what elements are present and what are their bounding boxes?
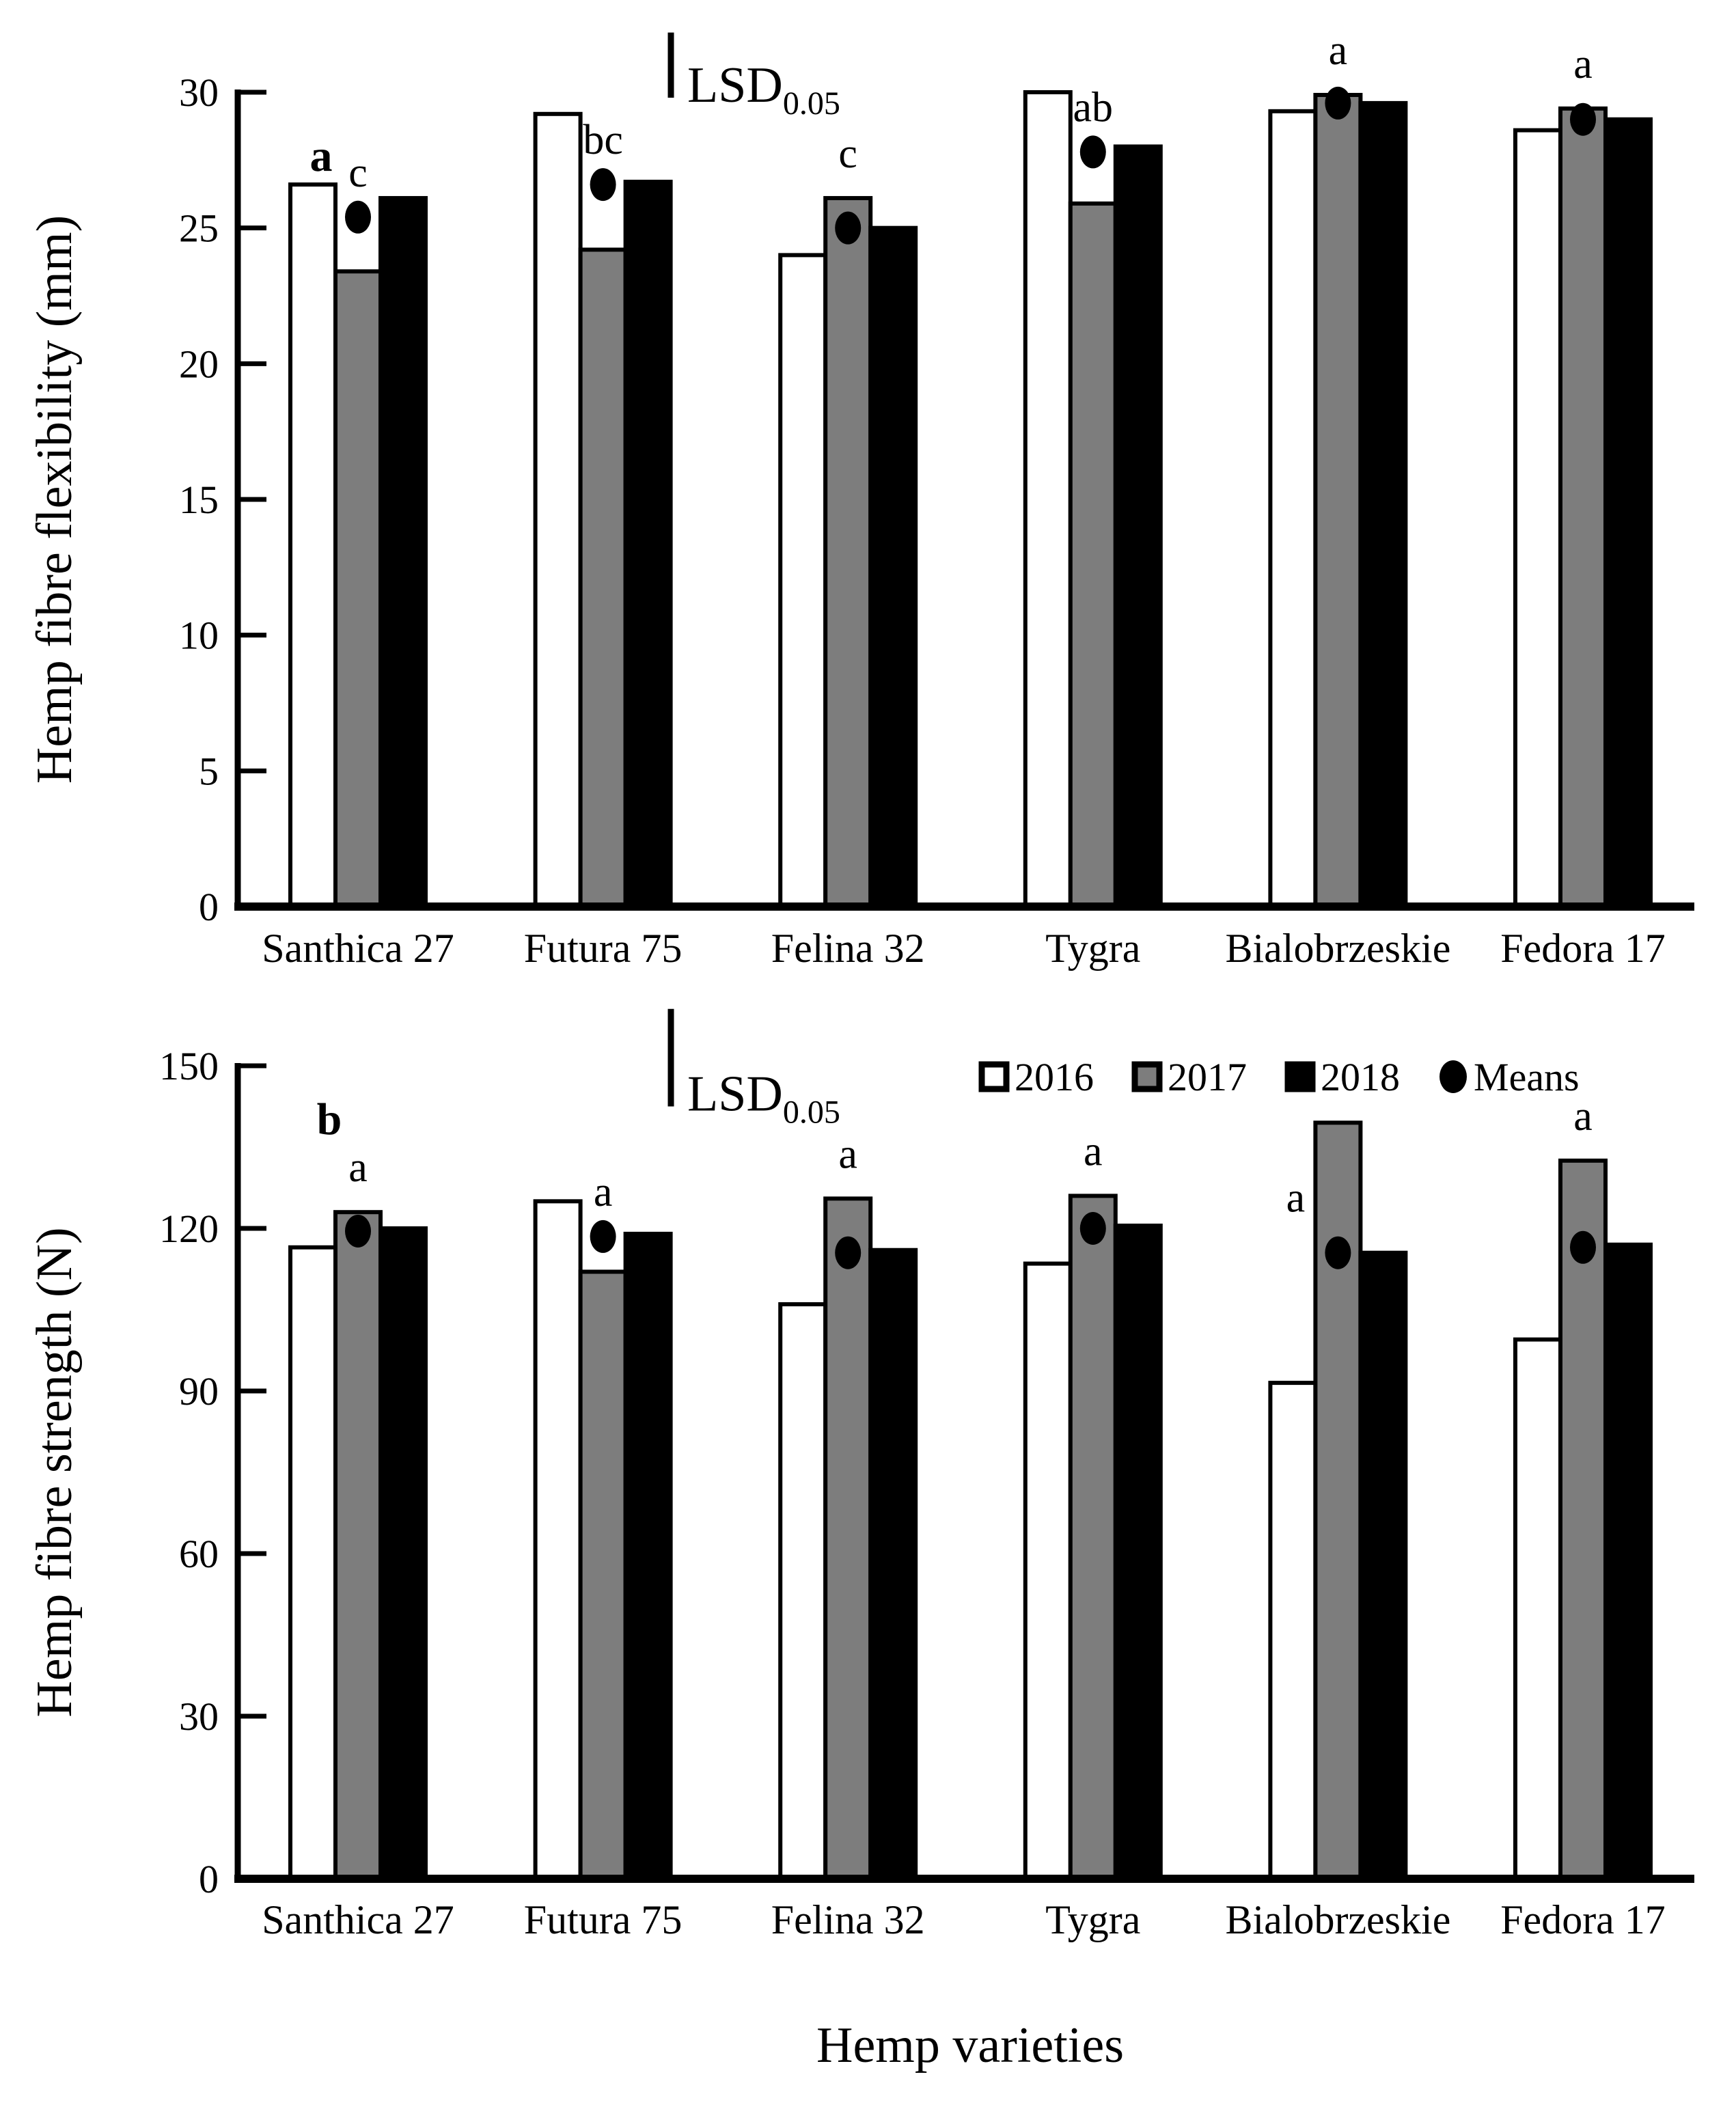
panel-b-means-dot-santhica-27 (345, 1215, 371, 1248)
panel-b-y-tick-label-60: 60 (179, 1532, 219, 1576)
panel-b-means-dot-tygra (1080, 1212, 1106, 1245)
panel-a-bar-2016-bialobrzeskie (1270, 111, 1315, 907)
panel-a-means-dot-futura-75 (590, 168, 616, 201)
panel-a-sig-letter-felina-32: c (838, 130, 857, 177)
panel-b-sig-letter-felina-32: a (838, 1131, 857, 1178)
panel-b-y-tick-label-150: 150 (159, 1044, 219, 1088)
panel-a-means-dot-fedora-17 (1570, 103, 1596, 136)
x-axis-title: Hemp varieties (816, 2017, 1124, 2073)
legend-swatch-2018 (1288, 1064, 1312, 1089)
panel-b-y-tick-label-90: 90 (179, 1369, 219, 1414)
panel-a-y-tick-label-15: 15 (179, 478, 219, 522)
panel-a-category-label-felina-32: Felina 32 (771, 926, 925, 971)
panel-a-bar-2017-tygra (1071, 204, 1116, 907)
panel-b-means-dot-fedora-17 (1570, 1231, 1596, 1264)
panel-a-bar-2017-futura-75 (581, 249, 626, 907)
panel-a-means-dot-bialobrzeskie (1325, 87, 1351, 120)
panel-a-y-tick-label-0: 0 (199, 885, 219, 929)
panel-b-panel-letter: b (316, 1094, 342, 1144)
panel-b-bar-2018-felina-32 (870, 1250, 915, 1879)
legend-swatch-2016 (982, 1064, 1006, 1089)
panel-b-category-label-bialobrzeskie: Bialobrzeskie (1225, 1897, 1451, 1942)
legend-swatch-2017 (1135, 1064, 1159, 1089)
panel-b-category-label-santhica-27: Santhica 27 (262, 1897, 454, 1942)
panel-b-means-dot-futura-75 (590, 1220, 616, 1253)
panel-b-lsd-label: $LSD_{0.05}$ (687, 1066, 840, 1131)
legend-label-means: Means (1474, 1055, 1580, 1099)
panel-a-category-label-fedora-17: Fedora 17 (1500, 926, 1666, 971)
panel-b-category-label-felina-32: Felina 32 (771, 1897, 925, 1942)
panel-b-category-label-futura-75: Futura 75 (523, 1897, 683, 1942)
panel-a-bar-2017-felina-32 (825, 198, 870, 907)
panel-b-y-axis-title: Hemp fibre strength (N) (27, 1227, 83, 1718)
panel-a-bar-2018-bialobrzeskie (1360, 103, 1405, 907)
legend-label-2016: 2016 (1015, 1055, 1094, 1099)
panel-b-bar-2016-futura-75 (536, 1201, 581, 1879)
panel-a-bar-2016-felina-32 (780, 255, 825, 907)
panel-a-bar-2017-santhica-27 (335, 271, 381, 907)
panel-a-bar-2016-tygra (1025, 92, 1071, 907)
panel-b-category-label-fedora-17: Fedora 17 (1500, 1897, 1666, 1942)
panel-b-means-dot-felina-32 (835, 1237, 861, 1269)
panel-b-bar-2017-fedora-17 (1560, 1161, 1606, 1879)
panel-a-bar-2017-fedora-17 (1560, 109, 1606, 907)
panel-b-bar-2017-bialobrzeskie (1315, 1122, 1360, 1879)
panel-a-bar-2016-fedora-17 (1515, 130, 1560, 907)
panel-b-y-tick-label-30: 30 (179, 1694, 219, 1739)
panel-b-bar-2018-fedora-17 (1606, 1245, 1651, 1879)
panel-b-bar-2016-bialobrzeskie (1270, 1383, 1315, 1879)
panel-b-bar-2018-tygra (1116, 1226, 1161, 1879)
panel-a-category-label-futura-75: Futura 75 (523, 926, 683, 971)
panel-b-y-tick-label-120: 120 (159, 1207, 219, 1251)
panel-a-category-label-bialobrzeskie: Bialobrzeskie (1225, 926, 1451, 971)
panel-a-bar-2017-bialobrzeskie (1315, 95, 1360, 907)
panel-a-bar-2018-felina-32 (870, 228, 915, 907)
panel-a-means-dot-tygra (1080, 135, 1106, 168)
panel-b-bar-2016-felina-32 (780, 1304, 825, 1879)
panel-a-means-dot-santhica-27 (345, 201, 371, 234)
panel-a-sig-letter-santhica-27: c (348, 149, 368, 196)
panel-b-bar-2018-bialobrzeskie (1360, 1253, 1405, 1879)
panel-b-bar-2016-fedora-17 (1515, 1340, 1560, 1879)
panel-a-panel-letter: a (309, 131, 333, 181)
panel-b-sig-letter-bialobrzeskie: a (1286, 1174, 1306, 1222)
panel-a-y-tick-label-20: 20 (179, 342, 219, 387)
panel-b-bar-2017-tygra (1071, 1196, 1116, 1879)
panel-b-bar-2017-santhica-27 (335, 1212, 381, 1879)
panel-a-sig-letter-fedora-17: a (1573, 40, 1593, 87)
panel-b-y-tick-label-0: 0 (199, 1857, 219, 1901)
legend-label-2017: 2017 (1168, 1055, 1247, 1099)
panel-a-y-axis-title: Hemp fibre flexibility (mm) (27, 215, 83, 784)
panel-a-y-tick-label-30: 30 (179, 70, 219, 115)
panel-a-lsd-label: $LSD_{0.05}$ (687, 57, 840, 122)
panel-b-bar-2016-santhica-27 (290, 1248, 335, 1879)
panel-a-bar-2016-futura-75 (536, 114, 581, 907)
panel-a-bar-2018-santhica-27 (381, 198, 426, 907)
panel-b-bar-2018-futura-75 (626, 1234, 671, 1879)
panel-a-means-dot-felina-32 (835, 212, 861, 245)
panel-a-bar-2018-futura-75 (626, 182, 671, 907)
panel-a-sig-letter-tygra: ab (1073, 84, 1114, 131)
legend-swatch-means (1439, 1060, 1467, 1093)
panel-b-bar-2017-felina-32 (825, 1198, 870, 1879)
panel-a-sig-letter-futura-75: bc (583, 117, 623, 164)
legend-label-2018: 2018 (1321, 1055, 1400, 1099)
panel-a-bar-2018-tygra (1116, 146, 1161, 907)
panel-b-bar-2016-tygra (1025, 1264, 1071, 1879)
panel-b-bar-2017-futura-75 (581, 1271, 626, 1879)
panel-a-y-tick-label-10: 10 (179, 613, 219, 658)
panel-b-means-dot-bialobrzeskie (1325, 1237, 1351, 1269)
panel-a-bar-2018-fedora-17 (1606, 120, 1651, 907)
panel-a-sig-letter-bialobrzeskie: a (1328, 27, 1348, 74)
panel-a-bar-2016-santhica-27 (290, 184, 335, 907)
panel-b-sig-letter-santhica-27: a (348, 1144, 368, 1191)
panel-b-sig-letter-futura-75: a (593, 1168, 613, 1215)
panel-b-category-label-tygra: Tygra (1045, 1897, 1141, 1942)
panel-b-sig-letter-fedora-17: a (1573, 1092, 1593, 1140)
panel-a-y-tick-label-25: 25 (179, 206, 219, 251)
panel-a-category-label-santhica-27: Santhica 27 (262, 926, 454, 971)
panel-b-sig-letter-tygra: a (1084, 1128, 1103, 1175)
panel-a-category-label-tygra: Tygra (1045, 926, 1141, 971)
panel-b-bar-2018-santhica-27 (381, 1228, 426, 1879)
panel-a-y-tick-label-5: 5 (199, 749, 219, 794)
